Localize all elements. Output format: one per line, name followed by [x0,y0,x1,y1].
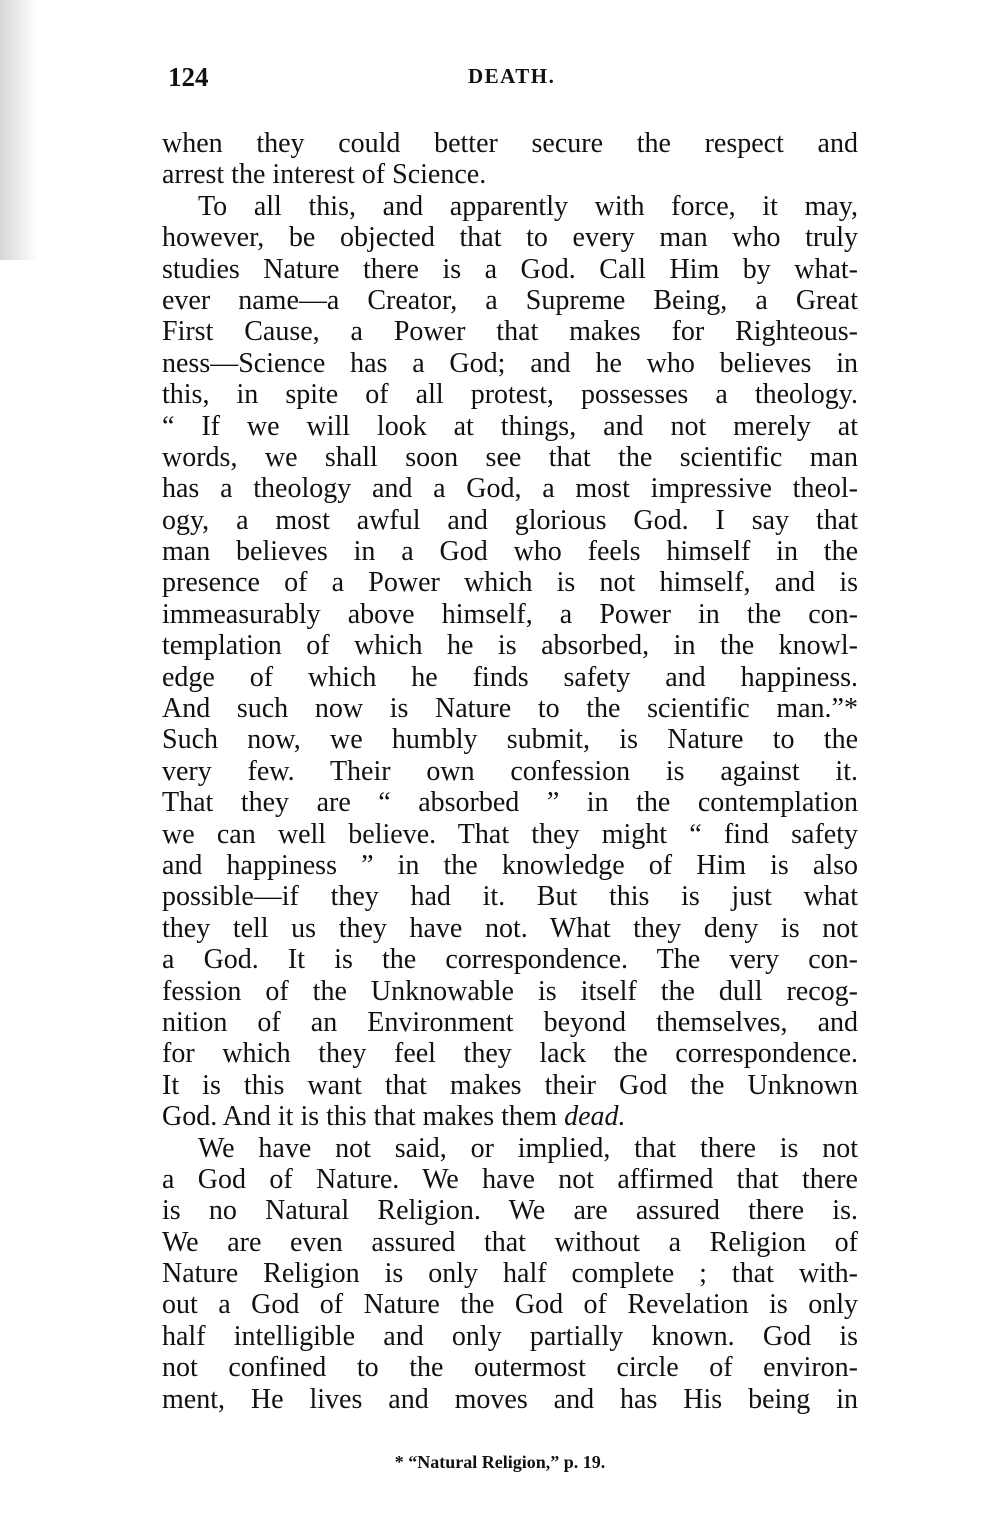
text-line [162,944,858,975]
text-line-content: And such now is Nature to the scientific man.”* [162,693,858,725]
text-line-content: We are even assured that without a Religion of [162,1226,858,1258]
text-line [162,819,858,850]
text-line [162,567,858,598]
text-line-content: “ If we will look at things, and not merely at [162,410,858,442]
text-line [162,222,858,253]
text-line [162,850,858,881]
text-line [162,379,858,410]
text-line [162,787,858,818]
text-line-content: fession of the Unknowable is itself the dull recog- [162,975,858,1007]
emphasized-word: dead. [564,1101,626,1133]
text-line [162,724,858,755]
text-line [162,976,858,1007]
text-line-content: Such now, we humbly submit, is Nature to the [162,724,858,756]
text-line [162,1289,858,1320]
text-line [162,630,858,661]
text-line-content: not confined to the outermost circle of environ- [162,1352,858,1384]
text-line-content: a God of Nature. We have not affirmed that there [162,1163,858,1195]
text-line [162,1070,858,1101]
text-line-content: man believes in a God who feels himself in the [162,536,858,568]
text-line-content: and happiness ” in the knowledge of Him is also [162,849,858,881]
text-line [162,1227,858,1258]
running-head [168,62,856,98]
text-line [162,316,858,347]
text-line-content: when they could better secure the respect and [162,128,858,159]
text-line-content: out a God of Nature the God of Revelation is only [162,1289,858,1321]
text-line-content: half intelligible and only partially known. God is [162,1320,858,1352]
text-line [162,756,858,787]
text-line-content: templation of which he is absorbed, in the knowl- [162,630,858,662]
text-line-content: First Cause, a Power that makes for Righteous- [162,316,858,348]
text-line [162,348,858,379]
text-line [162,254,858,285]
text-line-content: very few. Their own confession is against it. [162,755,858,787]
text-line-content: God. And it is this that makes them [162,1101,565,1133]
text-line [162,1007,858,1038]
footnote: * “Natural Religion,” p. 19. [394,1452,606,1472]
body-text [162,128,858,1415]
text-line-content: for which they feel they lack the correspondence. [162,1038,858,1070]
text-line [162,285,858,316]
text-line-content: has a theology and a God, a most impressive theol- [162,473,858,505]
text-line [162,1321,858,1352]
text-line-content: words, we shall soon see that the scientific man [162,441,858,473]
text-line [162,913,858,944]
text-line-content: ogy, a most awful and glorious God. I say that [162,504,858,536]
text-line [162,505,858,536]
text-line [162,1384,858,1415]
text-line-content: It is this want that makes their God the Unknown [162,1069,858,1101]
text-line [162,191,858,222]
text-line [162,1038,858,1069]
text-line [162,1258,858,1289]
text-line-content: is no Natural Religion. We are assured there is. [162,1195,858,1227]
text-line-content: ment, He lives and moves and has His being in [162,1383,858,1415]
page-edge-shadow [0,0,42,260]
text-line [162,411,858,442]
text-line [162,1101,858,1132]
text-line [162,1352,858,1383]
text-line [162,536,858,567]
text-line-content: a God. It is the correspondence. The very con- [162,944,858,976]
page-number: 124 [168,62,209,92]
text-line-content: Nature Religion is only half complete ; that with- [162,1258,858,1290]
text-line [162,128,858,159]
text-line [162,473,858,504]
text-line [162,159,858,190]
text-line-content: ever name—a Creator, a Supreme Being, a Great [162,284,858,316]
text-line [162,1164,858,1195]
text-line-content: edge of which he finds safety and happiness. [162,661,858,693]
running-title: DEATH. [468,64,556,88]
text-line-content: presence of a Power which is not himself, and is [162,567,858,599]
text-line-content: arrest the interest of Science. [162,159,487,191]
text-line-content: possible—if they had it. But this is just what [162,881,858,913]
text-line-content: immeasurably above himself, a Power in the con- [162,598,858,630]
text-line [162,693,858,724]
text-line-content: ness—Science has a God; and he who believes in [162,347,858,379]
text-line-content: this, in spite of all protest, possesses a theology. [162,379,858,411]
text-line [162,1195,858,1226]
text-line-content: We have not said, or implied, that there is not [198,1132,858,1164]
text-line-content: studies Nature there is a God. Call Him by what- [162,253,858,285]
text-line [162,599,858,630]
text-line-content: they tell us they have not. What they deny is not [162,912,858,944]
text-line-content: That they are “ absorbed ” in the contemplation [162,787,858,819]
text-line [162,1133,858,1164]
text-line [162,442,858,473]
text-line [162,881,858,912]
text-line-content: we can well believe. That they might “ find safety [162,818,858,850]
text-line-content: To all this, and apparently with force, it may, [198,190,858,222]
text-line-content: nition of an Environment beyond themselves, and [162,1006,858,1038]
text-line-content: however, be objected that to every man who truly [162,222,858,254]
text-line [162,662,858,693]
